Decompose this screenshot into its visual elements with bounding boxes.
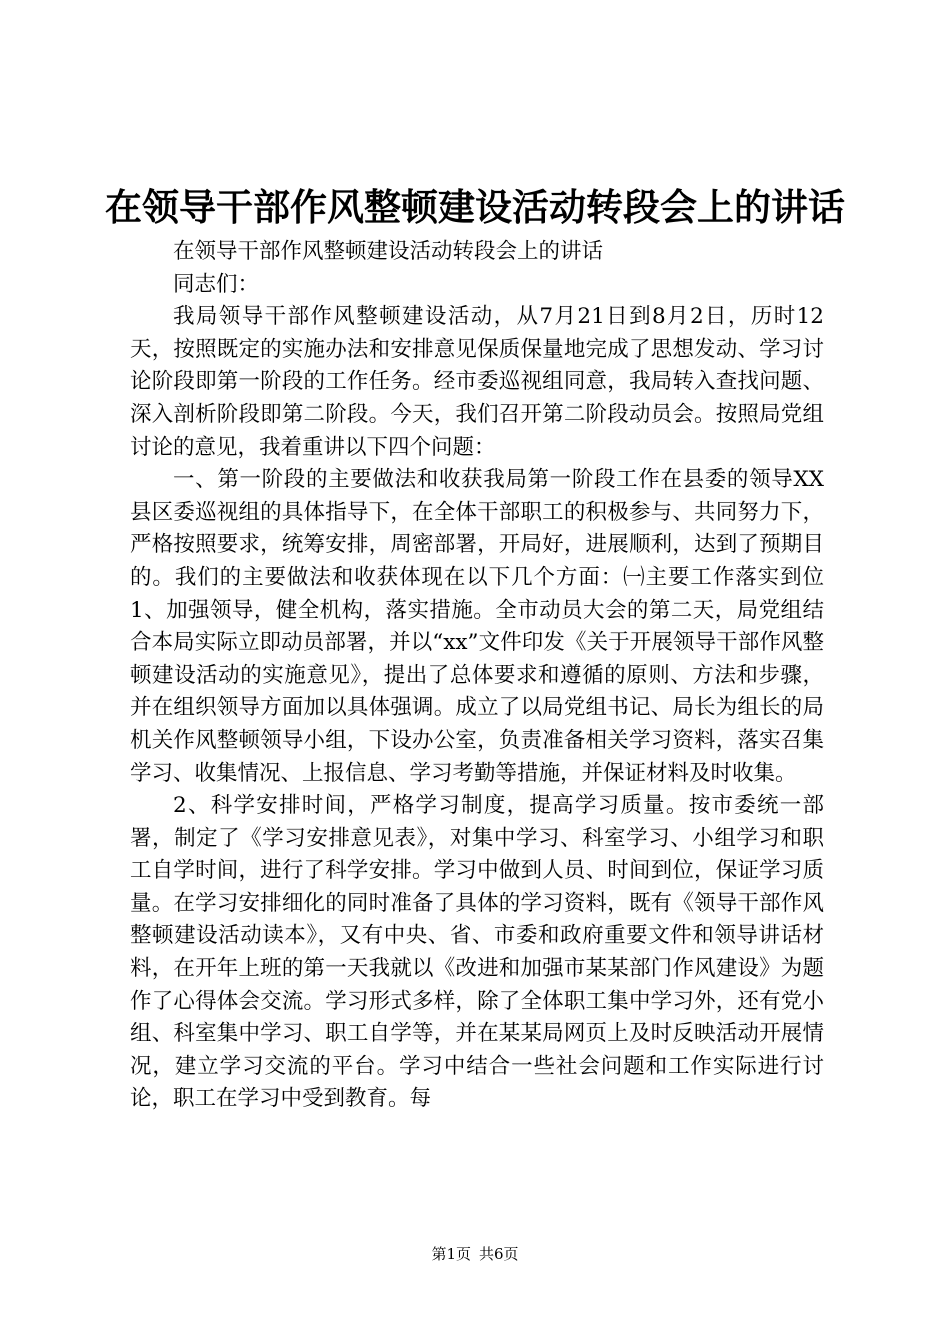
salutation-paragraph: 同志们： [173, 271, 260, 297]
document-title: 在领导干部作风整顿建设活动转段会上的讲话 [105, 186, 845, 229]
body-paragraph: 一、第一阶段的主要做法和收获我局第一阶段工作在县委的领导XX县区委巡视组的具体指导下，在全体干部职工的积极参与、共同努力下，严格按照要求，统筹安排，周密部署，开局好，进展顺利，达到了预期目的。我们的主要做法和收获体现在以下几个方面：㈠主要工作落实到位1、加强领导，健全机构，落实措施。全市动员大会的第二天，局党组结合本局实际立即动员部署，并以“xx”文件印发《关于开展领导干部作风整顿建设活动的实施意见》，提出了总体要求和遵循的原则、方法和步骤，并在组织领导方面加以具体强调。成立了以局党组书记、局长为组长的局机关作风整顿领导小组，下设办公室，负责准备相关学习资料，落实召集学习、收集情况、上报信息、学习考勤等措施，并保证材料及时收集。 [130, 467, 824, 786]
page-footer [0, 1244, 950, 1264]
page-total: 共6页 [479, 1245, 519, 1263]
subtitle-paragraph: 在领导干部作风整顿建设活动转段会上的讲话 [173, 239, 604, 264]
body-paragraph: 2、科学安排时间，严格学习制度，提高学习质量。按市委统一部署，制定了《学习安排意见表》，对集中学习、科室学习、小组学习和职工自学时间，进行了科学安排。学习中做到人员、时间到位，保证学习质量。在学习安排细化的同时准备了具体的学习资料，既有《领导干部作风整顿建设活动读本》，又有中央、省、市委和政府重要文件和领导讲话材料，在开年上班的第一天我就以《改进和加强市某某部门作风建设》为题作了心得体会交流。学习形式多样，除了全体职工集中学习外，还有党小组、科室集中学习、职工自学等，并在某某局网页上及时反映活动开展情况，建立学习交流的平台。学习中结合一些社会问题和工作实际进行讨论，职工在学习中受到教育。每 [130, 793, 824, 1112]
body-paragraph: 我局领导干部作风整顿建设活动，从7月21日到8月2日，历时12天，按照既定的实施办法和安排意见保质保量地完成了思想发动、学习讨论阶段即第一阶段的工作任务。经市委巡视组同意，我局转入查找问题、深入剖析阶段即第二阶段。今天，我们召开第二阶段动员会。按照局党组讨论的意见，我着重讲以下四个问题： [130, 304, 824, 460]
page-number: 第1页 [431, 1245, 471, 1263]
document-body [130, 236, 824, 1116]
